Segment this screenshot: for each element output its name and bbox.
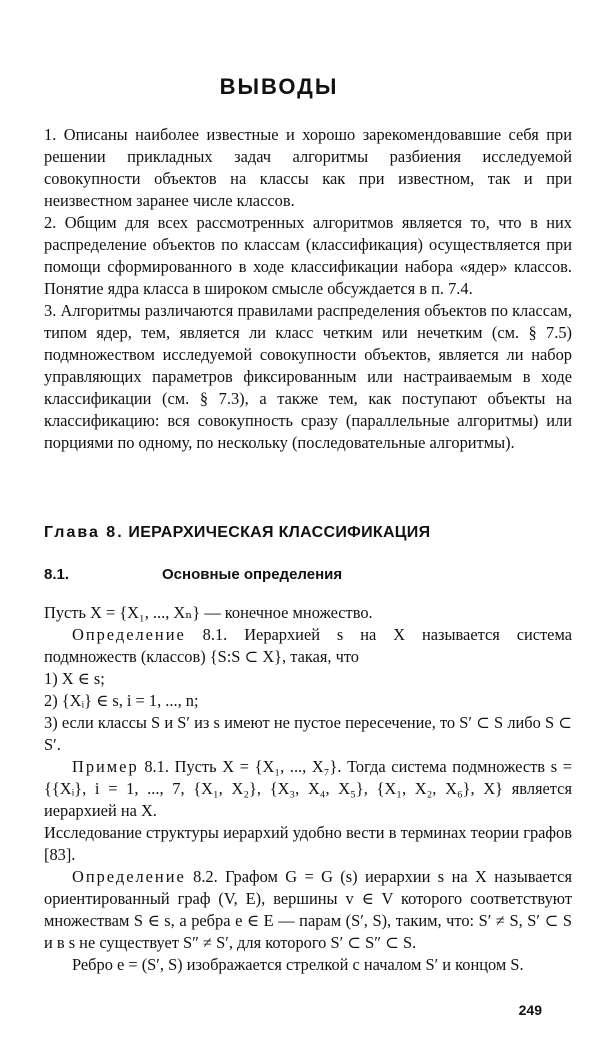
chapter-label: Глава 8. — [44, 524, 124, 541]
definition-text: 8.1. Иерархией s на X называется система подмножеств (классов) {S:S ⊂ X}, такая, что — [44, 625, 572, 666]
conclusion-item-3: 3. Алгоритмы различаются правилами распределения объектов по классам, типом ядер, тем, является ли класс четким или нечетким (см. § 7.5) подмножеством исследуемой совокупности объектов, является ли набор управляющих параметров фиксированным или настраиваемым в ходе классификации (см. § 7.3), а также тем, как поступают объекты на классификацию: вся совокупность сразу (параллельные алгоритмы) или порциями по одному, по нескольку (последовательные алгоритмы). — [44, 301, 572, 452]
paragraph-research: Исследование структуры иерархий удобно вести в терминах теории графов [83]. — [44, 823, 572, 864]
chapter-heading — [44, 524, 572, 542]
conclusion-item-2: 2. Общим для всех рассмотренных алгоритмов является то, что в них распределение объектов по классам (классификация) осуществляется при помощи сформированного в ходе классификации набора «ядер» классов. Понятие ядра класса в широком смысле обсуждается в п. 7.4. — [44, 213, 572, 298]
paragraph-set: Пусть X = {X₁, ..., Xₙ} — конечное множество. — [44, 603, 373, 622]
condition-1: 1) X ∈ s; — [44, 669, 105, 688]
definition-8-1 — [44, 624, 572, 668]
conclusion-item-1: 1. Описаны наиболее известные и хорошо зарекомендовавшие себя при решении прикладных задач алгоритмы разбиения исследуемой совокупности объектов на классы как при известном, так и при неизвестном заранее числе классов. — [44, 125, 572, 210]
definition-text: 8.2. Графом G = G (s) иерархии s на X называется ориентированный граф (V, E), вершины v ∈ V которого соответствуют множествам S ∈ s, а ребра e ∈ E — парам (S′, S), таким, что: S′ ≠ S, S′ ⊂ S и в s не существует S″ ≠ S′, для которого S′ ⊂ S″ ⊂ S. — [44, 867, 572, 952]
condition-2: 2) {Xᵢ} ∈ s, i = 1, ..., n; — [44, 691, 199, 710]
conclusions-list — [44, 124, 572, 454]
section-heading — [44, 566, 572, 583]
definition-label: Определение — [72, 625, 186, 644]
section-number: 8.1. — [44, 566, 70, 583]
section-body — [44, 602, 572, 976]
definition-8-2 — [44, 866, 572, 954]
page-number: 249 — [518, 1002, 542, 1018]
definition-label: Определение — [72, 867, 186, 886]
condition-3: 3) если классы S и S′ из s имеют не пустое пересечение, то S′ ⊂ S либо S ⊂ S′. — [44, 713, 572, 754]
example-8-1 — [44, 756, 572, 822]
example-label: Пример — [72, 757, 139, 776]
chapter-title: ИЕРАРХИЧЕСКАЯ КЛАССИФИКАЦИЯ — [128, 524, 431, 541]
section-title: Основные определения — [162, 566, 343, 583]
paragraph-edge: Ребро e = (S′, S) изображается стрелкой с началом S′ и концом S. — [72, 955, 524, 974]
example-text: 8.1. Пусть X = {X₁, ..., X₇}. Тогда система подмножеств s = {{Xᵢ}, i = 1, ..., 7, {X₁, X₂}, {X₃, X₄, X₅}, {X₁, X₂, X₆}, X} является иерархией на X. — [44, 757, 572, 820]
conclusions-heading: ВЫВОДЫ — [219, 74, 339, 99]
book-page — [44, 0, 572, 1040]
